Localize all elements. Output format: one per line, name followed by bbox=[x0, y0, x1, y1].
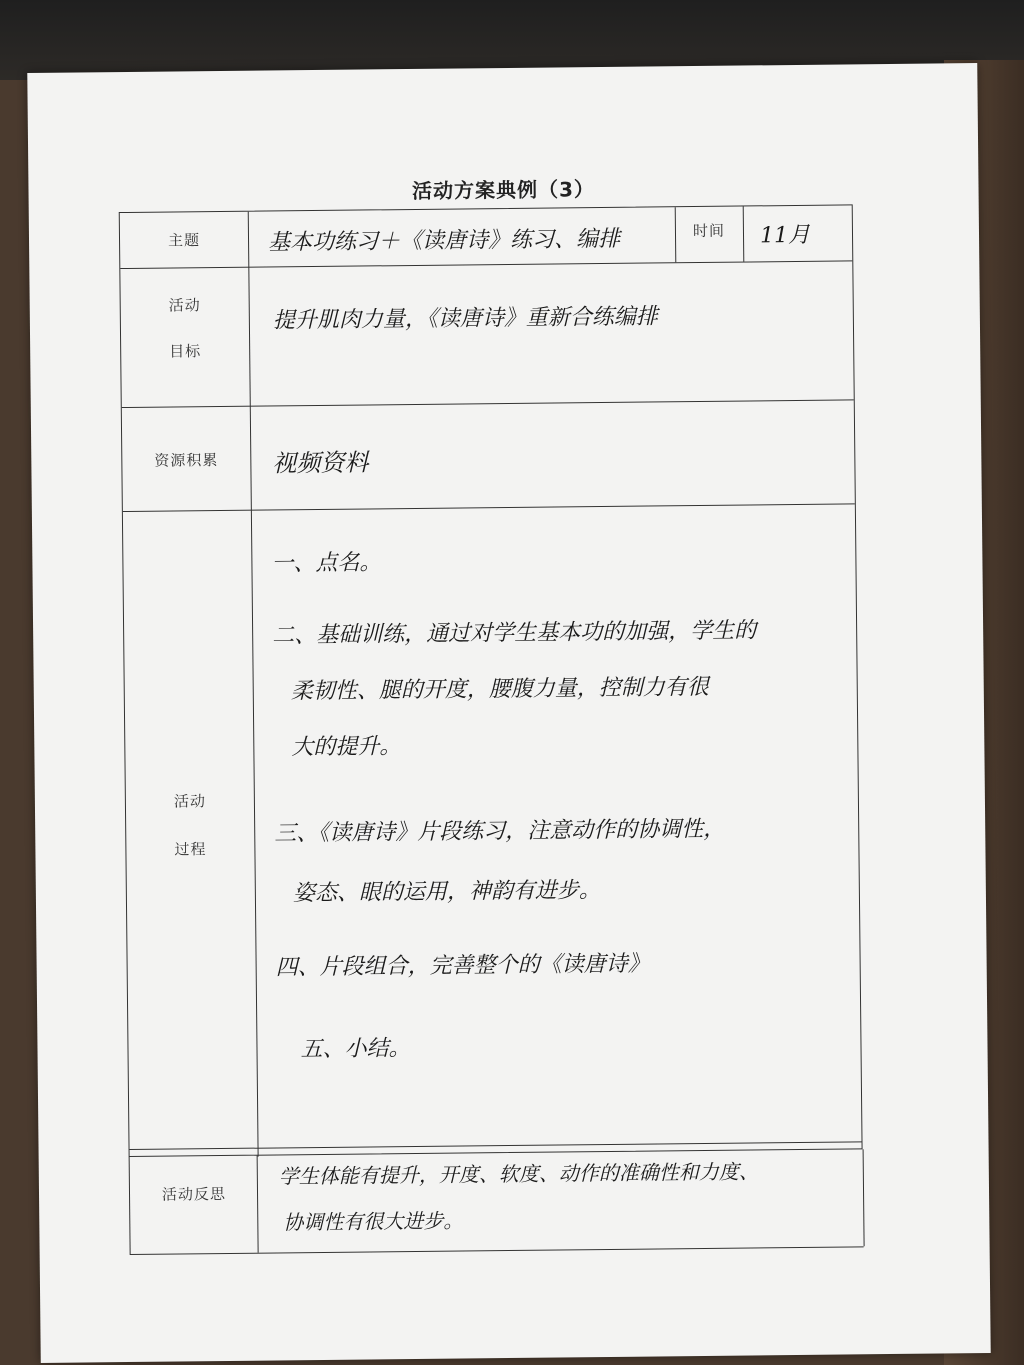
resources-value: 视频资料 bbox=[272, 448, 369, 478]
row-divider bbox=[130, 1141, 862, 1150]
time-value: 11月 bbox=[759, 222, 811, 249]
process-label bbox=[126, 788, 255, 863]
resources-label: 资源积累 bbox=[154, 451, 219, 470]
reflection-line: 协调性有很大进步。 bbox=[283, 1208, 464, 1235]
reflection-label-text: 活动反思 bbox=[161, 1184, 227, 1204]
process-line: 柔韧性、腿的开度，腰腹力量，控制力有很 bbox=[290, 674, 709, 705]
table-bottom-border bbox=[130, 1246, 864, 1255]
process-line: 三、《读唐诗》片段练习，注意动作的协调性， bbox=[274, 816, 726, 847]
process-line: 一、点名。 bbox=[271, 550, 382, 577]
reflection-label bbox=[130, 1172, 258, 1217]
row-divider bbox=[122, 399, 854, 408]
topic-label: 主题 bbox=[167, 231, 201, 250]
goal-label bbox=[121, 292, 250, 365]
reflection-line: 学生体能有提升，开度、软度、动作的准确性和力度、 bbox=[278, 1159, 759, 1189]
process-line: 二、基础训练，通过对学生基本功的加强，学生的 bbox=[272, 618, 757, 649]
reflection-content bbox=[278, 1154, 899, 1235]
table-right-border bbox=[863, 1149, 865, 1246]
time-label: 时间 bbox=[692, 221, 726, 241]
row-divider bbox=[123, 503, 855, 512]
goal-label-line-2: 目标 bbox=[169, 342, 202, 361]
process-line: 大的提升。 bbox=[291, 734, 402, 761]
process-content bbox=[271, 540, 851, 1063]
reflection-label-divider bbox=[257, 1156, 259, 1253]
goal-value: 提升肌肉力量，《读唐诗》重新合练编排 bbox=[272, 304, 659, 334]
process-line: 五、小结。 bbox=[300, 1036, 411, 1063]
topic-value: 基本功练习＋《读唐诗》练习、编排 bbox=[267, 226, 621, 256]
document-page bbox=[27, 63, 990, 1363]
goal-label-line-1: 活动 bbox=[168, 296, 201, 315]
document-title: 活动方案典例（3） bbox=[411, 177, 596, 203]
process-line: 四、片段组合，完善整个的《读唐诗》 bbox=[275, 951, 650, 981]
process-label-line-2: 过程 bbox=[174, 840, 207, 859]
process-label-line-1: 活动 bbox=[173, 792, 207, 811]
label-column-divider bbox=[248, 212, 259, 1157]
process-line: 姿态、眼的运用，神韵有进步。 bbox=[292, 878, 602, 907]
